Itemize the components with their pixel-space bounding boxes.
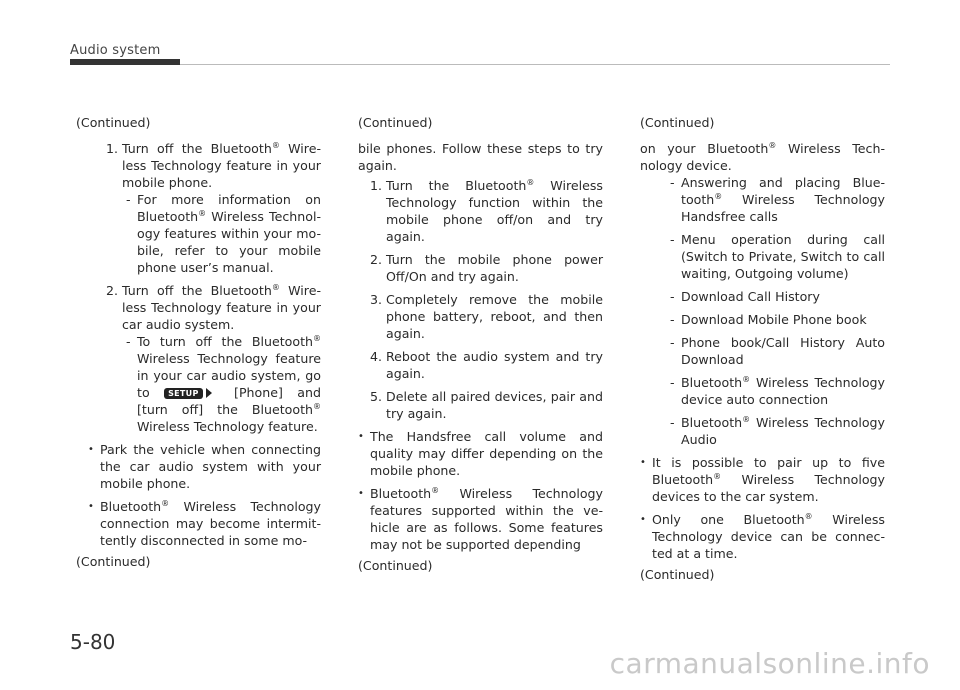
bullet-marker: • <box>88 444 94 455</box>
dash-marker: - <box>670 335 675 350</box>
registered-mark: ® <box>768 141 777 150</box>
numbered-step <box>106 282 321 333</box>
registered-mark: ® <box>198 209 207 218</box>
registered-mark: ® <box>714 192 723 201</box>
dash-text: Bluetooth® Wireless Technology Audio <box>681 415 885 447</box>
step-number: 2. <box>106 283 119 298</box>
page-number: 5-80 <box>70 630 116 654</box>
dash-marker: - <box>670 289 675 304</box>
registered-mark: ® <box>313 402 321 411</box>
setup-key-icon: SETUP <box>164 388 203 399</box>
dash-marker: - <box>670 375 675 390</box>
continued-label: (Continued) <box>76 115 151 130</box>
step-number: 5. <box>370 389 383 404</box>
step-number: 2. <box>370 252 383 267</box>
registered-mark: ® <box>742 375 751 384</box>
step-text: Turn off the Bluetooth® Wire-less Technology feature in your mobile phone. <box>122 141 321 190</box>
step-text: Reboot the audio system and try again. <box>386 349 603 381</box>
registered-mark: ® <box>526 178 535 187</box>
registered-mark: ® <box>271 141 280 150</box>
bullet-item <box>358 485 603 553</box>
registered-mark: ® <box>271 283 280 292</box>
dash-marker: - <box>126 192 131 207</box>
step-text: Completely remove the mobile phone battery, reboot, and then again. <box>386 292 603 341</box>
dash-text: For more information on Bluetooth® Wireless Technol-ogy features within your mo-bile, refer to your mobile phone user’s manual. <box>137 192 321 275</box>
bullet-item <box>88 498 321 549</box>
bullet-marker: • <box>640 514 646 525</box>
dash-text <box>137 333 321 435</box>
dash-text: Answering and placing Blue-tooth® Wireless Technology Handsfree calls <box>681 175 885 224</box>
registered-mark: ® <box>313 334 321 343</box>
dash-marker: - <box>670 232 675 247</box>
dash-item <box>126 191 321 276</box>
step-text: Turn the Bluetooth® Wireless Technology function within the mobile phone off/on and try again. <box>386 178 603 244</box>
bullet-marker: • <box>640 457 646 468</box>
dash-marker: - <box>670 312 675 327</box>
step-text: Turn the mobile phone power Off/On and try again. <box>386 252 603 284</box>
bullet-item <box>640 511 885 562</box>
arrow-right-icon <box>206 388 212 398</box>
bullet-marker: • <box>358 431 364 442</box>
continued-label: (Continued) <box>358 115 433 130</box>
bullet-marker: • <box>88 501 94 512</box>
step-number: 3. <box>370 292 383 307</box>
registered-mark: ® <box>161 499 170 508</box>
section-title: Audio system <box>70 43 161 58</box>
dash-item <box>670 414 885 448</box>
numbered-step <box>370 388 603 422</box>
dash-item <box>126 333 321 435</box>
continued-label: (Continued) <box>358 558 433 573</box>
dash-text-after: [Phone] and [turn off] the Bluetooth® Wireless Technology feature. <box>137 385 321 434</box>
dash-item <box>670 374 885 408</box>
dash-text: Menu operation during call (Switch to Private, Switch to call waiting, Outgoing volume) <box>681 232 885 281</box>
intro-text: bile phones. Follow these steps to try again. <box>358 141 603 173</box>
step-text: Turn off the Bluetooth® Wire-less Technology feature in your car audio system. <box>122 283 321 332</box>
numbered-step <box>370 291 603 342</box>
dash-text: Download Call History <box>681 289 820 304</box>
step-text: Delete all paired devices, pair and try again. <box>386 389 603 421</box>
watermark: carmanualsonline.info <box>609 647 930 680</box>
intro-text: on your Bluetooth® Wireless Tech-nology device. <box>640 141 885 173</box>
bullet-item <box>358 428 603 479</box>
numbered-step <box>370 348 603 382</box>
dash-item <box>670 311 885 328</box>
bullet-text: Bluetooth® Wireless Technology features supported within the ve-hicle are as follows. Some features may not be supported depending <box>370 486 603 552</box>
column-3 <box>640 114 885 583</box>
step-number: 1. <box>370 178 383 193</box>
dash-item <box>670 231 885 282</box>
continued-label: (Continued) <box>76 554 151 569</box>
registered-mark: ® <box>431 486 440 495</box>
bullet-text: Bluetooth® Wireless Technology connection may become intermit-tently disconnected in some mo- <box>100 499 321 548</box>
header-accent-bar <box>70 59 180 65</box>
dash-marker: - <box>670 175 675 190</box>
dash-item <box>670 288 885 305</box>
continued-label: (Continued) <box>640 567 715 582</box>
registered-mark: ® <box>804 512 813 521</box>
dash-marker: - <box>126 334 131 349</box>
dash-text: Bluetooth® Wireless Technology device auto connection <box>681 375 885 407</box>
numbered-step <box>370 251 603 285</box>
header-rule <box>180 64 890 65</box>
bullet-text: It is possible to pair up to five Bluetooth® Wireless Technology devices to the car system. <box>652 455 885 504</box>
bullet-text: Only one Bluetooth® Wireless Technology device can be connec-ted at a time. <box>652 512 885 561</box>
numbered-step <box>370 177 603 245</box>
dash-marker: - <box>670 415 675 430</box>
dash-item <box>670 174 885 225</box>
bullet-text: The Handsfree call volume and quality may differ depending on the mobile phone. <box>370 429 603 478</box>
continued-label: (Continued) <box>640 115 715 130</box>
bullet-marker: • <box>358 488 364 499</box>
dash-text-before: To turn off the Bluetooth® Wireless Technology feature in your car audio system, go to <box>137 334 321 400</box>
bullet-text: Park the vehicle when connecting the car audio system with your mobile phone. <box>100 442 321 491</box>
dash-text: Download Mobile Phone book <box>681 312 867 327</box>
step-number: 4. <box>370 349 383 364</box>
bullet-item <box>88 441 321 492</box>
registered-mark: ® <box>713 472 722 481</box>
registered-mark: ® <box>742 415 751 424</box>
column-2 <box>358 114 603 574</box>
dash-item <box>670 334 885 368</box>
numbered-step <box>106 140 321 191</box>
bullet-item <box>640 454 885 505</box>
column-1 <box>76 114 321 570</box>
dash-text: Phone book/Call History Auto Download <box>681 335 885 367</box>
step-number: 1. <box>106 141 119 156</box>
